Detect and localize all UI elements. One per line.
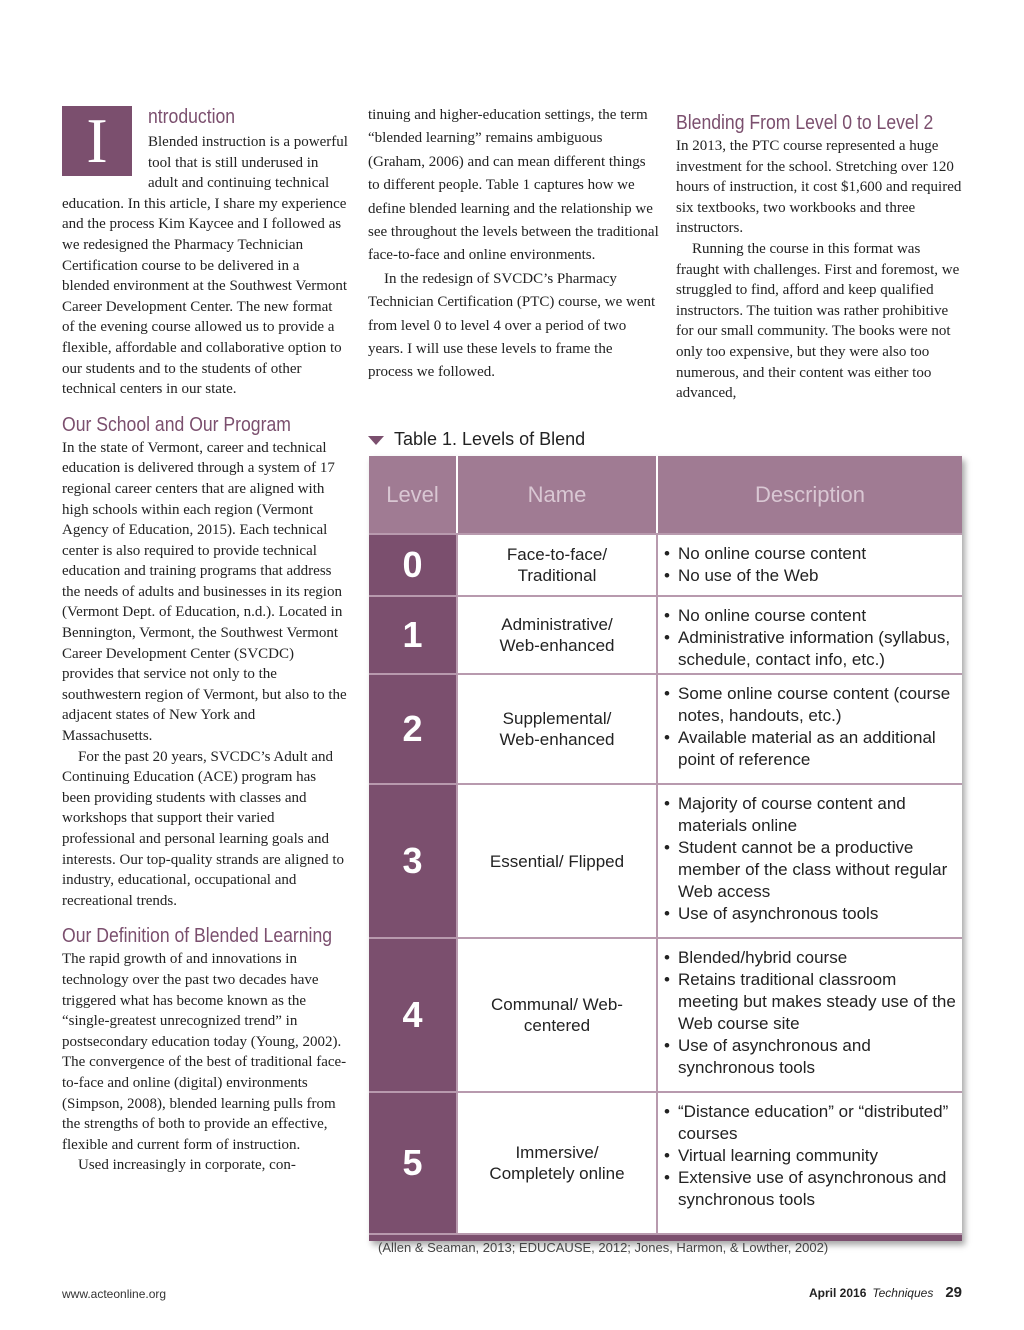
right-heading: Blending From Level 0 to Level 2 (676, 112, 934, 134)
definition-paragraph-2: Used increasingly in corporate, con- (78, 1157, 296, 1174)
row-name-text: Communal/ Web-centered (491, 995, 623, 1035)
table-header (369, 456, 962, 533)
table-body (369, 533, 962, 1233)
row-name (458, 1093, 658, 1233)
middle-column (368, 104, 660, 385)
footer-magazine: Techniques (872, 1286, 934, 1300)
row-level: 1 (369, 597, 458, 673)
row-name-text: Supplemental/ Web-enhanced (499, 709, 615, 749)
row-name (458, 535, 658, 595)
intro-text: Blended instruction is a powerful tool that is still underused in adult and continuing technical education. In this article, I share my experience and the process Kim Kaycee and I followed as we redesigned the Pharmacy Technician Certification course to be delivered in a blended environment at the Southwest Vermont Career Development Center. The new format of the evening course allowed us to provide a flexible, affordable and collaborative option to our students and to the students of other technical centers in our state. (62, 134, 348, 398)
school-heading: Our School and Our Program (62, 413, 291, 436)
middle-paragraph-2: In the redesign of SVCDC’s Pharmacy Technician Certification (PTC) course, we went from level 0 to level 4 over a period of two years. I will use these levels to frame the process we followed. (368, 270, 656, 381)
row-description (658, 1093, 962, 1233)
description-bullet: • Administrative information (syllabus, schedule, contact info, etc.) (664, 627, 956, 671)
row-description (658, 785, 962, 937)
footer-info (809, 1284, 962, 1301)
row-level: 2 (369, 675, 458, 783)
table-title-text: Table 1. Levels of Blend (394, 429, 586, 449)
row-name-text: Immersive/ Completely online (489, 1143, 625, 1183)
drop-cap: I (62, 106, 132, 176)
description-bullet: • Retains traditional classroom meeting but makes steady use of the Web course site (664, 969, 956, 1035)
middle-paragraph-1: tinuing and higher-education settings, the term “blended learning” remains ambiguous (Graham, 2006) and can mean different things to different people. Table 1 captures how we define blended learning and the relationship we see throughout the levels between the traditional face-to-face and online environments. (368, 107, 659, 264)
table-title (368, 429, 585, 450)
page-number: 29 (945, 1284, 962, 1301)
school-paragraph-1: In the state of Vermont, career and technical education is delivered through a system of 17 regional career centers that are aligned with high schools within each region (Vermont Agency of Education, 2015). Each technical center is also required to provide technical education and training programs that address the needs of adults and businesses in its region (Vermont Dept. of Education, n.d.). Located in Bennington, Vermont, the Southwest Vermont Career Development Center (SVCDC) provides that service not only to the southwestern region of Vermont, but also to the adjacent states of New York and Massachusetts. (62, 439, 347, 745)
row-description (658, 535, 962, 595)
description-bullet: • Use of asynchronous and synchronous tools (664, 1035, 956, 1079)
description-bullet: • Student cannot be a productive member of the class without regular Web access (664, 837, 956, 903)
triangle-down-icon (368, 436, 384, 445)
table-row (369, 673, 962, 783)
row-name-text: Essential/ Flipped (489, 851, 625, 871)
description-bullet: • Blended/hybrid course (664, 947, 956, 969)
description-bullet: • “Distance education” or “distributed” courses (664, 1101, 956, 1145)
row-level: 5 (369, 1093, 458, 1233)
row-level: 4 (369, 939, 458, 1091)
left-column (62, 104, 348, 1176)
table-row (369, 1091, 962, 1233)
description-bullet: • Available material as an additional point of reference (664, 727, 956, 771)
row-name (458, 785, 658, 937)
row-name-text: Face-to-face/ Traditional (506, 545, 608, 585)
header-name: Name (458, 456, 658, 533)
header-description: Description (754, 481, 866, 507)
row-description (658, 597, 962, 673)
table-row (369, 595, 962, 673)
description-bullet: • No use of the Web (664, 565, 956, 587)
row-name-text: Administrative/ Web-enhanced (499, 615, 615, 655)
description-bullet: • Virtual learning community (664, 1145, 956, 1167)
description-bullet: • Use of asynchronous tools (664, 903, 956, 925)
table-row (369, 783, 962, 937)
right-column (676, 110, 966, 404)
table-citation: (Allen & Seaman, 2013; EDUCAUSE, 2012; Jones, Harmon, & Lowther, 2002) (378, 1240, 829, 1255)
description-bullet: • Extensive use of asynchronous and synchronous tools (664, 1167, 956, 1211)
row-name (458, 939, 658, 1091)
row-level: 3 (369, 785, 458, 937)
description-bullet: • Majority of course content and materials online (664, 793, 956, 837)
footer-website: www.acteonline.org (62, 1287, 167, 1301)
row-description (658, 675, 962, 783)
row-level: 0 (369, 535, 458, 595)
levels-table (369, 456, 962, 1241)
right-paragraph-1: In 2013, the PTC course represented a huge investment for the school. Stretching over 120 hours of instruction, it cost $1,600 and required six textbooks, two workbooks and three instructors. (676, 138, 962, 237)
table-row (369, 937, 962, 1091)
row-name (458, 597, 658, 673)
school-paragraph-2: For the past 20 years, SVCDC’s Adult and Continuing Education (ACE) program has been providing students with classes and workshops that support their varied professional and personal learning goals and interests. Our top-quality strands are aligned to industry, educational, occupational and recreational trends. (62, 748, 345, 909)
footer-date: April 2016 (809, 1286, 867, 1300)
intro-heading: ntroduction (148, 106, 236, 128)
table-row (369, 533, 962, 595)
definition-heading: Our Definition of Blended Learning (62, 925, 333, 948)
right-paragraph-2: Running the course in this format was fraught with challenges. First and foremost, we struggled to find, afford and keep qualified instructors. The tuition was rather prohibitive for our small community. The books were not only too expensive, but they were also too numerous, and their content was either too advanced, (676, 240, 960, 402)
description-bullet: • Some online course content (course notes, handouts, etc.) (664, 683, 956, 727)
header-level: Level (369, 456, 458, 533)
description-bullet: • No online course content (664, 543, 956, 565)
row-description (658, 939, 962, 1091)
description-bullet: • No online course content (664, 605, 956, 627)
row-name (458, 675, 658, 783)
definition-paragraph-1: The rapid growth of and innovations in technology over the past two decades have triggered what has become known as the “single-greatest unrecognized trend” in postsecondary education today (Young, 2002). The convergence of the best of traditional face-to-face and online (digital) environments (Simpson, 2008), blended learning pulls from the strengths of both to provide an effective, flexible and current form of instruction. (62, 951, 347, 1153)
